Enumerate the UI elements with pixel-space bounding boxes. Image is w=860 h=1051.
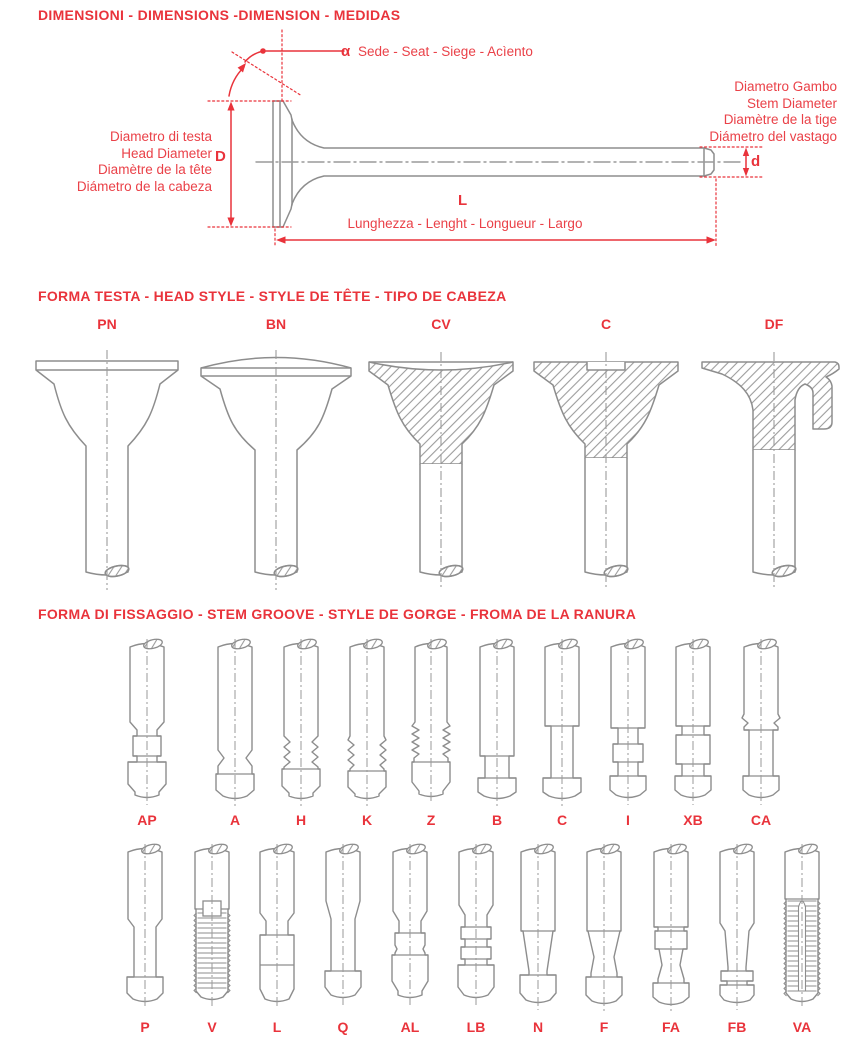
head-style-label-cv: CV [431, 316, 451, 332]
stem-drawing-n [520, 843, 556, 1010]
stem-drawing-v [194, 843, 230, 1007]
stem-label-q: Q [337, 1019, 349, 1035]
section-title-stem-groove: FORMA DI FISSAGGIO - STEM GROOVE - STYLE DE GORGE - FROMA DE LA RANURA [38, 606, 637, 622]
stem-label-fa: FA [662, 1019, 680, 1035]
head-style-label-c: C [600, 316, 612, 332]
stem-label-fb: FB [727, 1019, 747, 1035]
stem-drawing-a [216, 638, 254, 806]
head-style-label-pn: PN [97, 316, 117, 332]
head-drawing-pn [36, 350, 178, 590]
section-title-dimensions: DIMENSIONI - DIMENSIONS -DIMENSION - MEDIDAS [38, 7, 401, 23]
stem-drawing-z [412, 638, 450, 804]
stem-groove-row1-drawings [128, 638, 780, 806]
stem-drawing-c [543, 638, 581, 806]
head-drawing-cv [369, 352, 513, 590]
seat-label: Sede - Seat - Siege - Acìento [358, 44, 533, 59]
head-style-label-bn: BN [265, 316, 287, 332]
stem-label-va: VA [792, 1019, 812, 1035]
stem-drawing-lb [458, 843, 494, 1005]
stem-drawing-ap [128, 638, 166, 805]
stem-label-i: I [626, 812, 630, 828]
stem-label-al: AL [400, 1019, 420, 1035]
stem-label-f: F [599, 1019, 609, 1035]
head-diameter-symbol: D [215, 148, 226, 165]
stem-label-c: C [556, 812, 568, 828]
valve-dimension-drawing [208, 30, 762, 246]
stem-label-n: N [532, 1019, 544, 1035]
alpha-angle-symbol: α [341, 43, 351, 60]
section-title-head-style: FORMA TESTA - HEAD STYLE - STYLE DE TÊTE - TIPO DE CABEZA [38, 288, 507, 304]
head-drawing-bn [201, 350, 351, 590]
stem-diameter-line-en: Stem Diameter [746, 95, 837, 111]
stem-drawing-fa [653, 843, 689, 1012]
head-diameter-line-it: Diametro di testa [109, 129, 212, 144]
stem-label-h: H [295, 812, 307, 828]
stem-label-l: L [272, 1019, 282, 1035]
stem-drawing-fb [720, 843, 754, 1010]
stem-label-xb: XB [683, 812, 703, 828]
head-diameter-line-es: Diámetro de la cabeza [76, 178, 212, 194]
stem-label-b: B [491, 812, 503, 828]
stem-diameter-line-fr: Diamètre de la tige [723, 112, 837, 127]
head-style-drawings [36, 350, 839, 590]
stem-label-p: P [140, 1019, 150, 1035]
head-drawing-df [702, 352, 839, 590]
stem-label-ap: AP [137, 812, 157, 828]
stem-drawing-ca [742, 638, 780, 805]
stem-drawing-f [586, 843, 622, 1011]
stem-label-k: K [361, 812, 373, 828]
stem-drawing-b [478, 638, 516, 806]
head-drawing-c [534, 352, 678, 590]
head-style-label-df: DF [764, 316, 784, 332]
stem-drawing-q [325, 843, 361, 1005]
stem-diameter-line-it: Diametro Gambo [734, 79, 837, 94]
stem-drawing-h [282, 638, 320, 806]
stem-groove-row2-drawings [127, 843, 820, 1012]
length-label: Lunghezza - Lenght - Longueur - Largo [347, 216, 583, 231]
stem-label-z: Z [426, 812, 436, 828]
head-diameter-line-fr: Diamètre de la tête [97, 162, 212, 177]
stem-drawing-k [348, 638, 386, 806]
head-diameter-label [77, 129, 212, 195]
stem-label-lb: LB [466, 1019, 486, 1035]
stem-label-v: V [207, 1019, 217, 1035]
stem-diameter-line-es: Diámetro del vastago [709, 128, 837, 144]
stem-label-ca: CA [750, 812, 772, 828]
stem-drawing-al [392, 843, 428, 1005]
stem-drawing-xb [675, 638, 711, 805]
length-symbol: L [458, 192, 468, 209]
head-diameter-line-en: Head Diameter [121, 145, 212, 161]
stem-drawing-l [260, 843, 294, 1009]
stem-diameter-symbol: d [751, 153, 761, 170]
stem-diameter-label [709, 79, 837, 145]
stem-drawing-i [610, 638, 646, 805]
stem-label-a: A [229, 812, 241, 828]
stem-drawing-va [784, 843, 820, 1009]
stem-drawing-p [127, 843, 163, 1009]
